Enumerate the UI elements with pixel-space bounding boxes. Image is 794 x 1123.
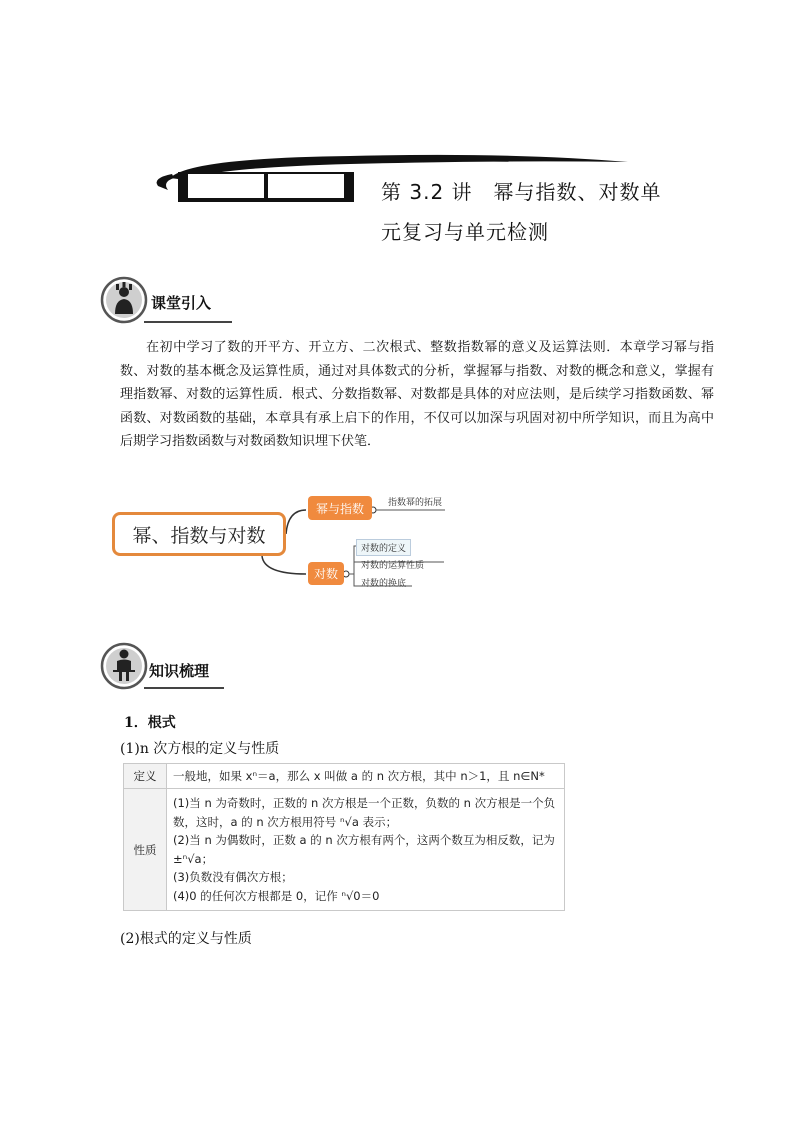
table-header-definition: 定义 [124, 764, 167, 789]
property-item: (4)0 的任何次方根都是 0，记作 ⁿ√0＝0 [173, 888, 380, 903]
open-book-icon [178, 172, 354, 202]
nth-root-table [123, 763, 565, 911]
page-title-line1: 第 3.2 讲 幂与指数、对数单 [381, 180, 662, 204]
section-intro-label: 课堂引入 [151, 294, 212, 312]
knowledge-subheading-radical-definition: (2)根式的定义与性质 [120, 931, 252, 947]
mindmap-leaf-log-base-change: 对数的换底 [361, 579, 407, 589]
section-summary-label: 知识梳理 [149, 662, 210, 680]
table-cell-properties [167, 789, 565, 911]
knowledge-heading-radicals: 1．根式 [124, 715, 176, 731]
mindmap-root: 幂、指数与对数 [112, 512, 286, 556]
intro-paragraph: 在初中学习了数的开平方、开立方、二次根式、整数指数幂的意义及运算法则．本章学习幂与指数、对数的基本概念及运算性质，通过对具体数式的分析，掌握幂与指数、对数的概念和意义，掌握有理指数幂、对数的运算性质．根式、分数指数幂、对数都是具体的对应法则，是后续学习指数函数、幂函数、对数函数的基础，本章具有承上启下的作用，不仅可以加深与巩固对初中所学知识，而且为高中后期学习指数函数与对数函数知识埋下伏笔． [120, 340, 714, 449]
mindmap-leaf-exponent-extension: 指数幂的拓展 [388, 498, 443, 508]
mindmap-node-logarithm: 对数 [308, 562, 344, 585]
property-item: (1)当 n 为奇数时，正数的 n 次方根是一个正数，负数的 n 次方根是一个负数，这时，a 的 n 次方根用符号 ⁿ√a 表示； [173, 796, 556, 829]
mindmap-node-power-exponent: 幂与指数 [308, 496, 372, 520]
mindmap-leaf-log-definition: 对数的定义 [356, 539, 411, 556]
table-cell-definition: 一般地，如果 xⁿ＝a，那么 x 叫做 a 的 n 次方根，其中 n＞1，且 n∈N* [167, 764, 565, 789]
table-header-properties: 性质 [124, 789, 167, 911]
page-title-line2: 元复习与单元检测 [381, 220, 549, 244]
table-row [124, 764, 565, 789]
property-item: (2)当 n 为偶数时，正数 a 的 n 次方根有两个，这两个数互为相反数，记为 ±ⁿ√a； [173, 833, 555, 866]
knowledge-subheading-nth-root: (1)n 次方根的定义与性质 [120, 741, 280, 757]
property-item: (3)负数没有偶次方根； [173, 870, 293, 884]
mindmap-leaf-log-operations: 对数的运算性质 [361, 561, 425, 571]
table-row [124, 789, 565, 911]
